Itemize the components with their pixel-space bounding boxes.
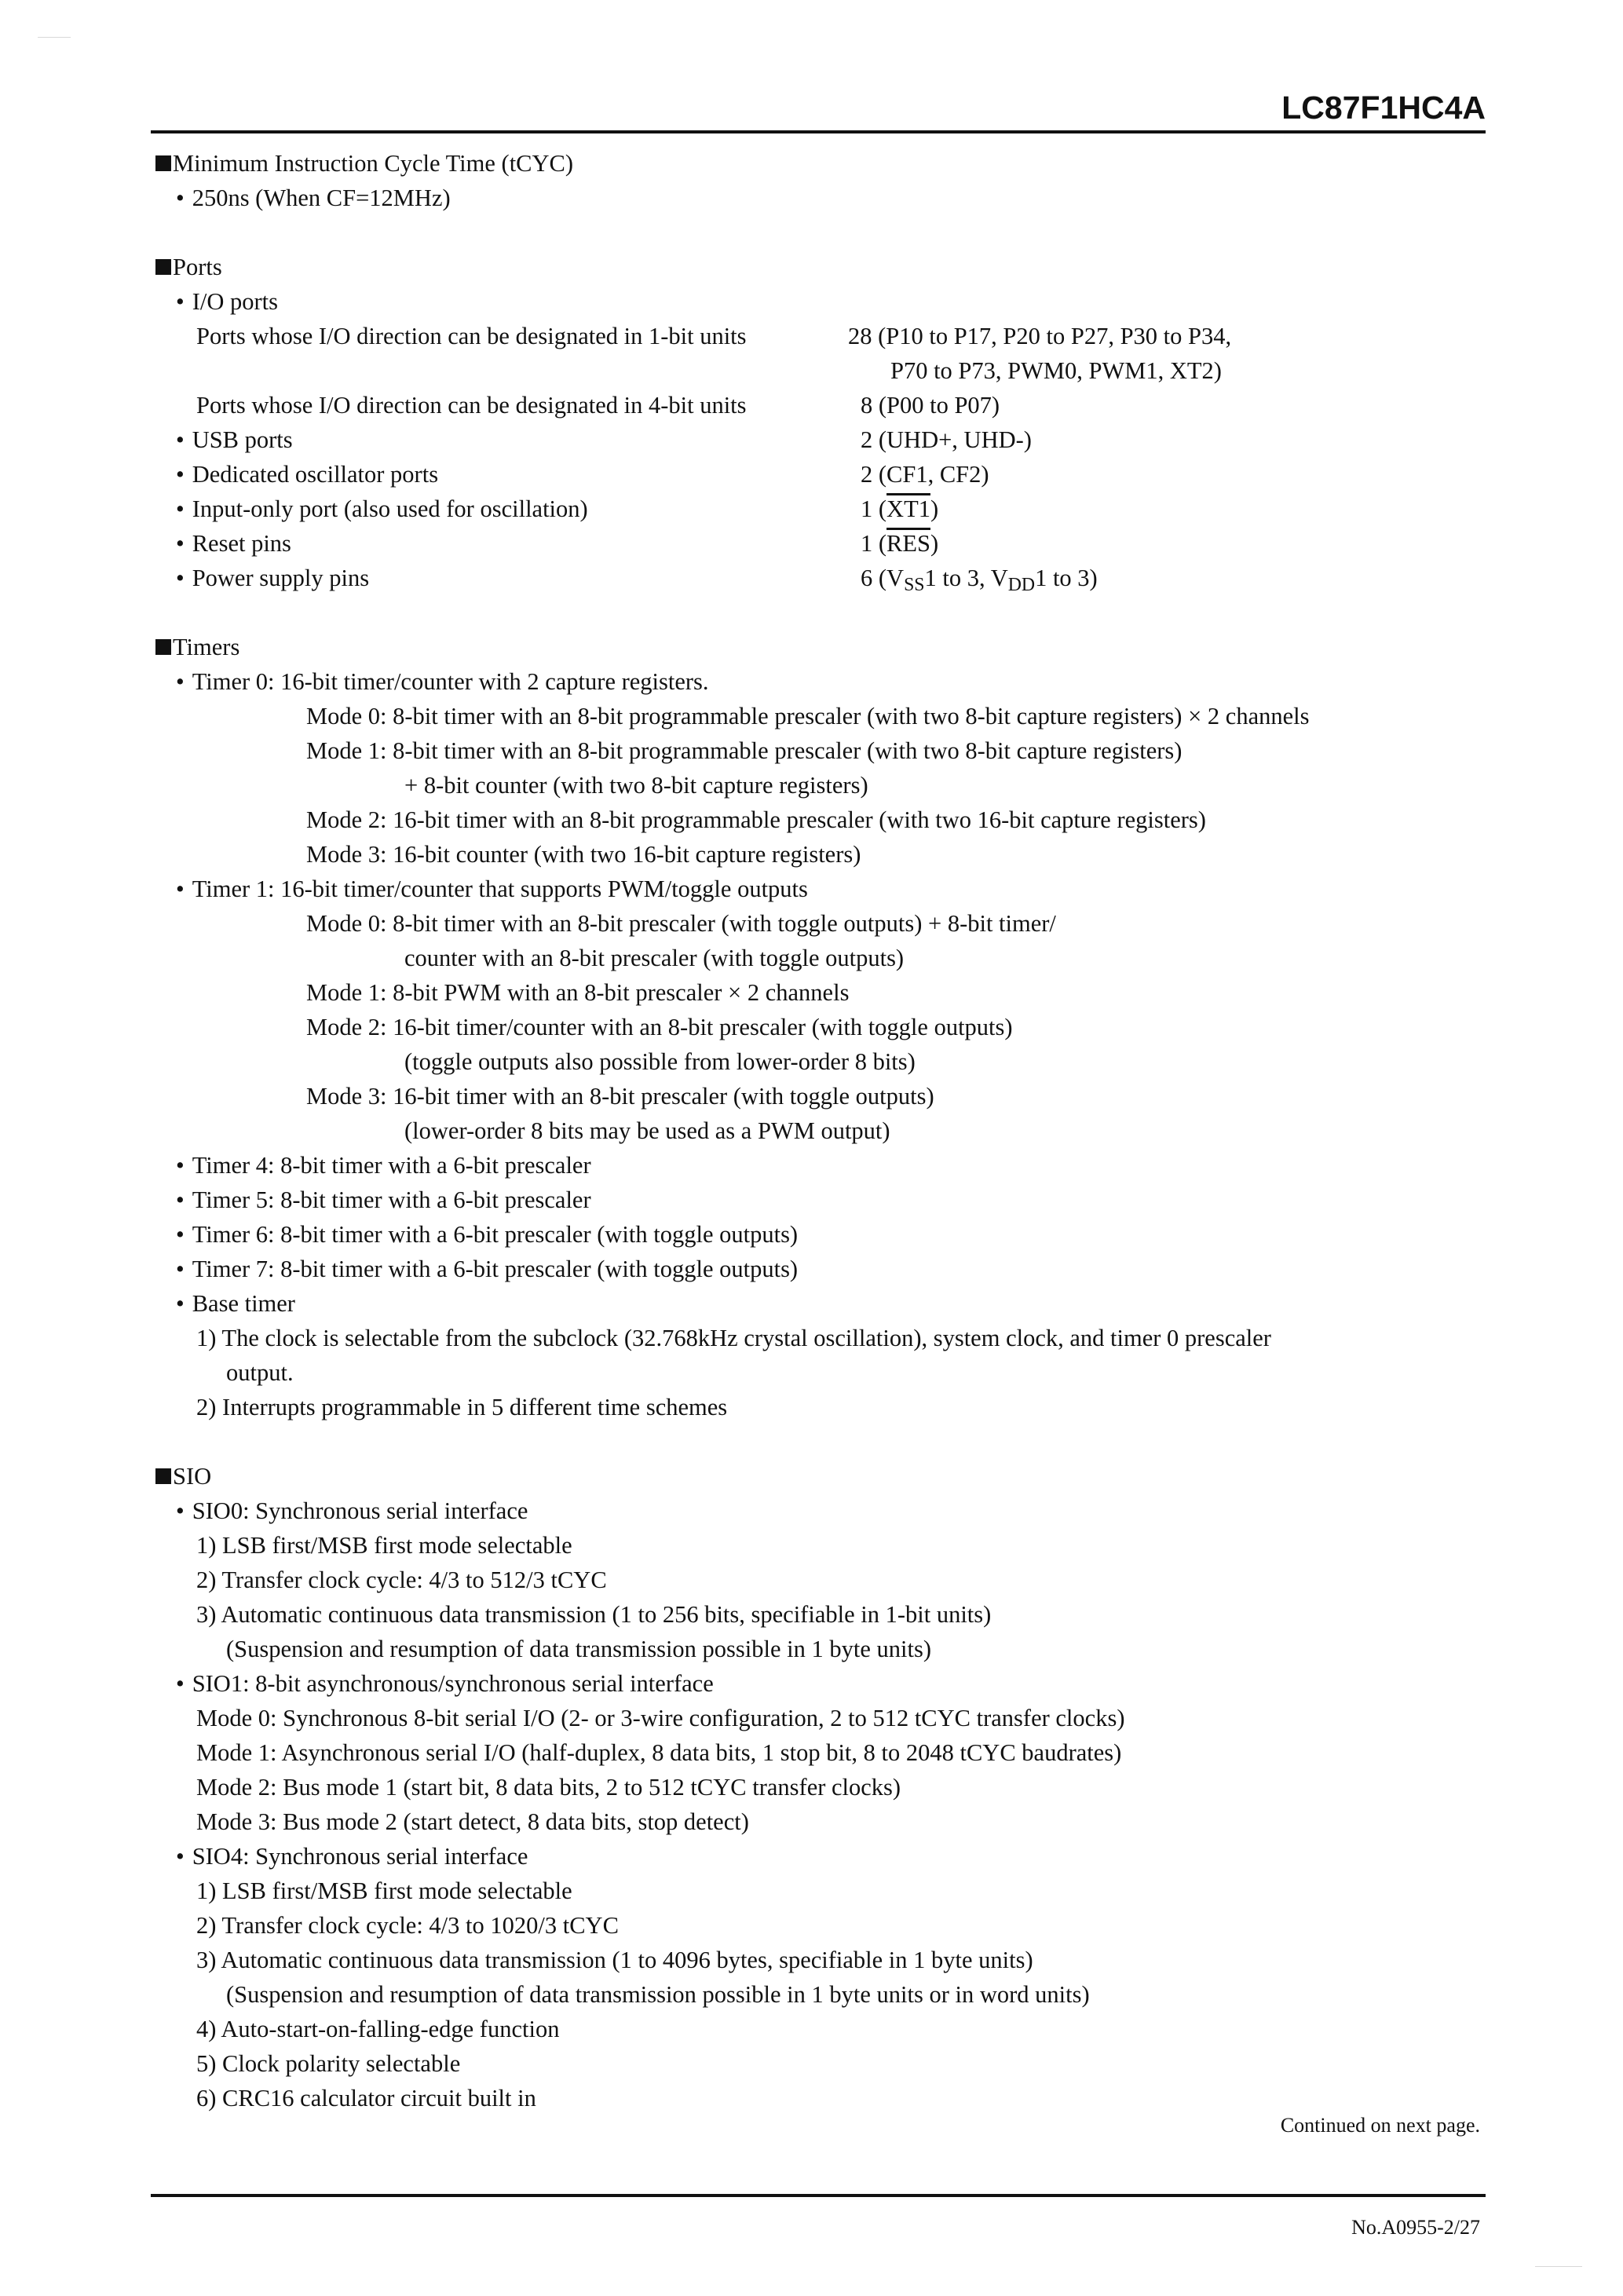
square-bullet-icon (155, 259, 171, 275)
mode-line: (lower-order 8 bits may be used as a PWM output) (404, 1117, 890, 1144)
bullet-icon: • (176, 876, 185, 902)
square-bullet-icon (155, 639, 171, 655)
mode-line: Mode 2: Bus mode 1 (start bit, 8 data bits, 2 to 512 tCYC transfer clocks) (196, 1774, 901, 1801)
bullet-icon: • (176, 1843, 185, 1870)
numbered-item: 3) Automatic continuous data transmission (1 to 4096 bytes, specifiable in 1 byte units) (196, 1947, 1033, 1973)
mode-line: Mode 1: 8-bit timer with an 8-bit programmable prescaler (with two 8-bit capture registers) (306, 737, 1183, 764)
numbered-item: 1) LSB first/MSB first mode selectable (196, 1532, 572, 1559)
mode-line: Mode 0: 8-bit timer with an 8-bit programmable prescaler (with two 8-bit capture registers) × 2 channels (306, 703, 1310, 729)
list-item: • SIO4: Synchronous serial interface (176, 1839, 528, 1874)
list-item: • Timer 6: 8-bit timer with a 6-bit prescaler (with toggle outputs) (176, 1217, 798, 1252)
bullet-icon: • (176, 185, 185, 211)
list-item: • Power supply pins (176, 561, 369, 595)
numbered-item: 1) LSB first/MSB first mode selectable (196, 1877, 572, 1904)
numbered-item: 4) Auto-start-on-falling-edge function (196, 2016, 560, 2042)
ports-row-value: 2 (UHD+, UHD-) (861, 426, 1032, 453)
numbered-item: 3) Automatic continuous data transmission (1 to 256 bits, specifiable in 1-bit units) (196, 1601, 992, 1628)
list-item: • Dedicated oscillator ports (176, 457, 438, 492)
list-item: • SIO0: Synchronous serial interface (176, 1493, 528, 1528)
footer-rule (151, 2194, 1486, 2197)
numbered-item: 5) Clock polarity selectable (196, 2050, 461, 2077)
ports-row-value: 2 (CF1, CF2) (861, 461, 989, 488)
pin-name-overlined: $\overline{RES}$ (886, 530, 930, 557)
list-item: • Timer 4: 8-bit timer with a 6-bit prescaler (176, 1148, 591, 1183)
bullet-icon: • (176, 668, 185, 695)
list-item: • Timer 1: 16-bit timer/counter that supports PWM/toggle outputs (176, 872, 808, 906)
continued-note: Continued on next page. (1280, 2114, 1480, 2137)
mode-line: Mode 2: 16-bit timer/counter with an 8-bit prescaler (with toggle outputs) (306, 1014, 1013, 1040)
numbered-item: output. (226, 1359, 294, 1386)
list-item: • Reset pins (176, 526, 291, 561)
bullet-icon: • (176, 1290, 185, 1317)
ports-row-label: Ports whose I/O direction can be designated in 4-bit units (196, 392, 747, 419)
section-heading-sio: SIO (155, 1459, 211, 1493)
scan-mark-top-left (38, 37, 71, 38)
square-bullet-icon (155, 1468, 171, 1484)
ports-row-value: 28 (P10 to P17, P20 to P27, P30 to P34, (848, 323, 1232, 349)
numbered-item: (Suspension and resumption of data transmission possible in 1 byte units or in word units) (226, 1981, 1090, 2008)
list-item: • I/O ports (176, 284, 278, 319)
numbered-item: 1) The clock is selectable from the subclock (32.768kHz crystal oscillation), system clock, and timer 0 prescaler (196, 1325, 1271, 1351)
list-item: • Timer 0: 16-bit timer/counter with 2 capture registers. (176, 664, 709, 699)
bullet-icon: • (176, 461, 185, 488)
list-item: • Timer 7: 8-bit timer with a 6-bit prescaler (with toggle outputs) (176, 1252, 798, 1286)
list-item: • SIO1: 8-bit asynchronous/synchronous serial interface (176, 1666, 714, 1701)
page-title: LC87F1HC4A (1281, 90, 1486, 126)
bullet-icon: • (176, 1221, 185, 1248)
ports-row-label: Ports whose I/O direction can be designated in 1-bit units (196, 323, 747, 349)
bullet-icon: • (176, 1670, 185, 1697)
square-bullet-icon (155, 155, 171, 171)
list-item: • Input-only port (also used for oscillation) (176, 492, 588, 526)
mode-line: Mode 0: Synchronous 8-bit serial I/O (2- or 3-wire configuration, 2 to 512 tCYC transfer clocks) (196, 1705, 1125, 1731)
bullet-icon: • (176, 1256, 185, 1282)
bullet-icon: • (176, 1152, 185, 1179)
document-number: No.A0955-2/27 (1351, 2216, 1480, 2239)
mode-line: + 8-bit counter (with two 8-bit capture registers) (404, 772, 868, 799)
scan-mark-bottom-right (1535, 2266, 1582, 2267)
header-rule (151, 130, 1486, 133)
mode-line: (toggle outputs also possible from lower-order 8 bits) (404, 1048, 916, 1075)
bullet-icon: • (176, 495, 185, 522)
bullet-icon: • (176, 288, 185, 315)
ports-row-value: P70 to P73, PWM0, PWM1, XT2) (890, 357, 1222, 384)
list-item: • USB ports (176, 422, 293, 457)
section-heading-timers: Timers (155, 630, 239, 664)
mode-line: Mode 2: 16-bit timer with an 8-bit programmable prescaler (with two 16-bit capture registers) (306, 806, 1206, 833)
ports-row-value: 1 $(\overline{RES})$ (861, 530, 939, 557)
ports-row-value: 6 ($V_{SS}1$ to 3, $V_{DD}1$ to 3) (861, 565, 1098, 595)
section-heading-cycle: Minimum Instruction Cycle Time (tCYC) (155, 146, 573, 181)
numbered-item: 2) Transfer clock cycle: 4/3 to 1020/3 tCYC (196, 1912, 619, 1939)
list-item: • Base timer (176, 1286, 295, 1321)
mode-line: Mode 1: 8-bit PWM with an 8-bit prescaler × 2 channels (306, 979, 850, 1006)
mode-line: Mode 3: Bus mode 2 (start detect, 8 data bits, stop detect) (196, 1808, 749, 1835)
bullet-icon: • (176, 1497, 185, 1524)
numbered-item: (Suspension and resumption of data transmission possible in 1 byte units) (226, 1636, 931, 1662)
bullet-icon: • (176, 530, 185, 557)
bullet-icon: • (176, 565, 185, 591)
list-item: • 250ns (When CF=12MHz) (176, 181, 451, 215)
mode-line: Mode 3: 16-bit counter (with two 16-bit capture registers) (306, 841, 861, 868)
mode-line: counter with an 8-bit prescaler (with toggle outputs) (404, 945, 905, 971)
list-item: • Timer 5: 8-bit timer with a 6-bit prescaler (176, 1183, 591, 1217)
ports-row-value: 1 (XT1) (861, 495, 939, 522)
mode-line: Mode 3: 16-bit timer with an 8-bit prescaler (with toggle outputs) (306, 1083, 934, 1110)
numbered-item: 2) Transfer clock cycle: 4/3 to 512/3 tCYC (196, 1567, 607, 1593)
bullet-icon: • (176, 1186, 185, 1213)
ports-row-value: 8 (P00 to P07) (861, 392, 1000, 419)
mode-line: Mode 1: Asynchronous serial I/O (half-duplex, 8 data bits, 1 stop bit, 8 to 2048 tCYC baudrates) (196, 1739, 1122, 1766)
section-heading-ports: Ports (155, 250, 222, 284)
numbered-item: 2) Interrupts programmable in 5 different time schemes (196, 1394, 728, 1420)
numbered-item: 6) CRC16 calculator circuit built in (196, 2085, 536, 2111)
mode-line: Mode 0: 8-bit timer with an 8-bit prescaler (with toggle outputs) + 8-bit timer/ (306, 910, 1056, 937)
bullet-icon: • (176, 426, 185, 453)
pin-name-overlined: XT1 (886, 495, 930, 522)
